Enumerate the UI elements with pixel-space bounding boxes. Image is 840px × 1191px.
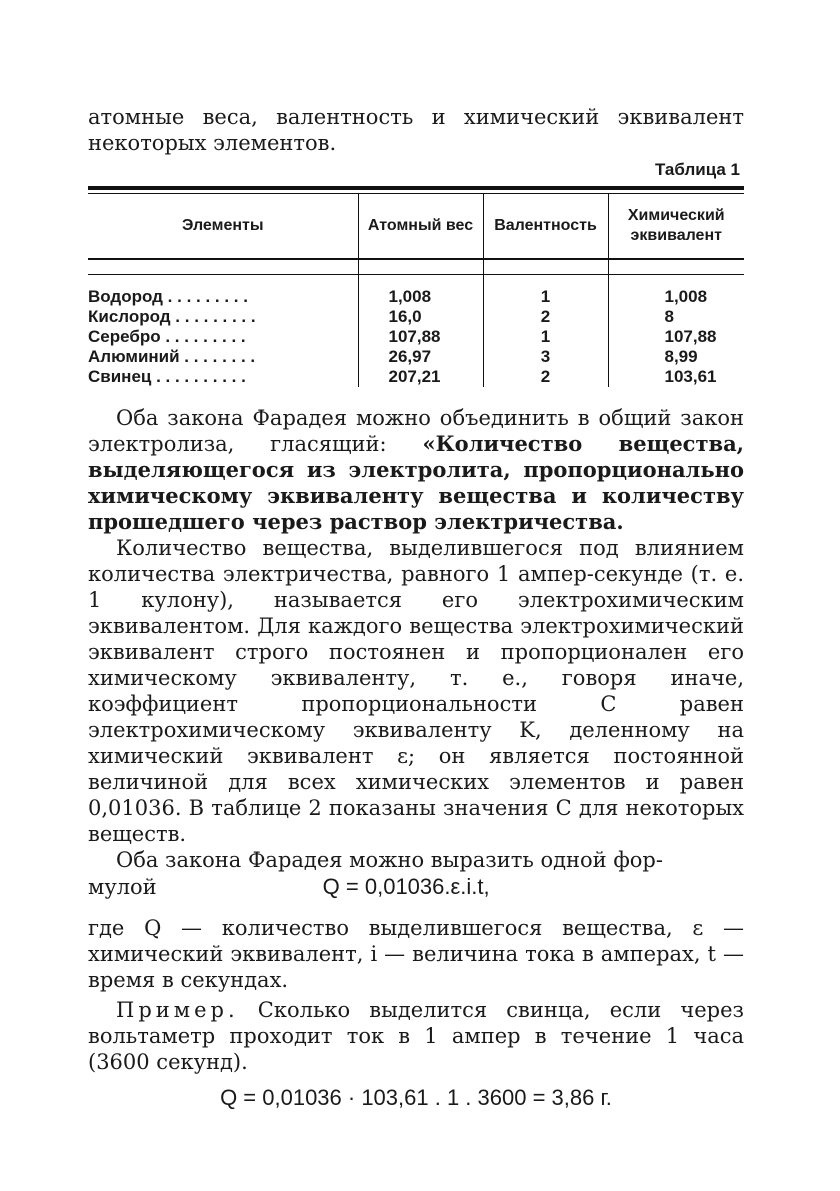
- chem-equivalent: 103,61: [608, 367, 744, 387]
- valence: 2: [483, 367, 608, 387]
- formula-main: Q = 0,01036.ε.i.t,: [322, 874, 490, 899]
- table-row: [88, 347, 744, 367]
- atomic-weight: 16,0: [358, 307, 483, 327]
- header-valence: Валентность: [483, 194, 608, 259]
- atomic-weight: 1,008: [358, 287, 483, 307]
- valence: 1: [483, 327, 608, 347]
- table-caption: Таблица 1: [654, 160, 740, 179]
- table-row: [88, 327, 744, 347]
- paragraph-electrochemical-equivalent: Количество вещества, выделившегося под влиянием количества электричества, равного 1 ампер-секунде (т. е. 1 кулону), называется его электрохимическим эквивалентом. Для каждого вещества электрохимический эквивалент строго постоянен и пропорционален его химическому эквиваленту, т. е., говоря иначе, коэффициент пропорциональности C равен электрохимическому эквиваленту K, деленному на химический эквивалент ε; он является постоянной величиной для всех химических элементов и равен 0,01036. В таблице 2 показаны значения C для некоторых веществ.: [88, 536, 744, 846]
- intro-text: атомные веса, валентность и химический эквивалент некоторых элементов.: [88, 105, 744, 155]
- table-row: [88, 367, 744, 387]
- paragraph-bold-law: «Количество вещества, выделяющегося из электролита, пропорционально химическому эквиваленту вещества и количеству прошедшего через раствор электричества.: [88, 431, 744, 534]
- formula-intro-word: мулой: [88, 875, 157, 899]
- paragraph-example: [88, 997, 744, 1075]
- valence: 1: [483, 287, 608, 307]
- atomic-weight: 26,97: [358, 347, 483, 367]
- valence: 2: [483, 307, 608, 327]
- table-row: [88, 307, 744, 327]
- header-atomic-weight: Атомный вес: [358, 194, 483, 259]
- rule-thick: [88, 186, 744, 190]
- paragraph-plain-part: Оба закона Фарадея можно объединить в общий закон электролиза, гласящий:: [88, 406, 744, 456]
- table-row: [88, 287, 744, 307]
- chem-equivalent: 107,88: [608, 327, 744, 347]
- paragraph-variables: где Q — количество выделившегося вещества, ε — химический эквивалент, i — величина тока в амперах, t — время в секундах.: [88, 916, 744, 992]
- header-divider-row: [88, 259, 744, 275]
- atomic-weight: 107,88: [358, 327, 483, 347]
- valence: 3: [483, 347, 608, 367]
- paragraph-faraday-law: [88, 405, 744, 535]
- element-name: Свинец . . . . . . . . . .: [88, 367, 246, 386]
- formula-example: Q = 0,01036 · 103,61 . 1 . 3600 = 3,86 г.: [220, 1085, 612, 1110]
- header-chem-equivalent: Химический эквивалент: [608, 194, 744, 259]
- chem-equivalent: 1,008: [608, 287, 744, 307]
- example-label: Пример.: [116, 998, 239, 1022]
- element-name: Серебро . . . . . . . . .: [88, 327, 246, 346]
- chem-equivalent: 8,99: [608, 347, 744, 367]
- element-name: Водород . . . . . . . . .: [88, 287, 248, 306]
- elements-table: [88, 194, 744, 387]
- element-name: Кислород . . . . . . . . .: [88, 307, 256, 326]
- formula-line: [88, 873, 744, 901]
- spacer-row: [88, 275, 744, 288]
- table-top-rule: [88, 186, 744, 194]
- example-text: Сколько выделится свинца, если через вольтаметр проходит ток в 1 ампер в течение 1 часа (3600 секунд).: [88, 998, 744, 1074]
- page-content: [88, 104, 744, 1111]
- atomic-weight: 207,21: [358, 367, 483, 387]
- table-header-row: [88, 194, 744, 259]
- chem-equivalent: 8: [608, 307, 744, 327]
- header-elements: Элементы: [181, 217, 264, 234]
- paragraph-formula-intro: Оба закона Фарадея можно выразить одной фор-: [116, 848, 663, 872]
- element-name: Алюминий . . . . . . . .: [88, 347, 256, 366]
